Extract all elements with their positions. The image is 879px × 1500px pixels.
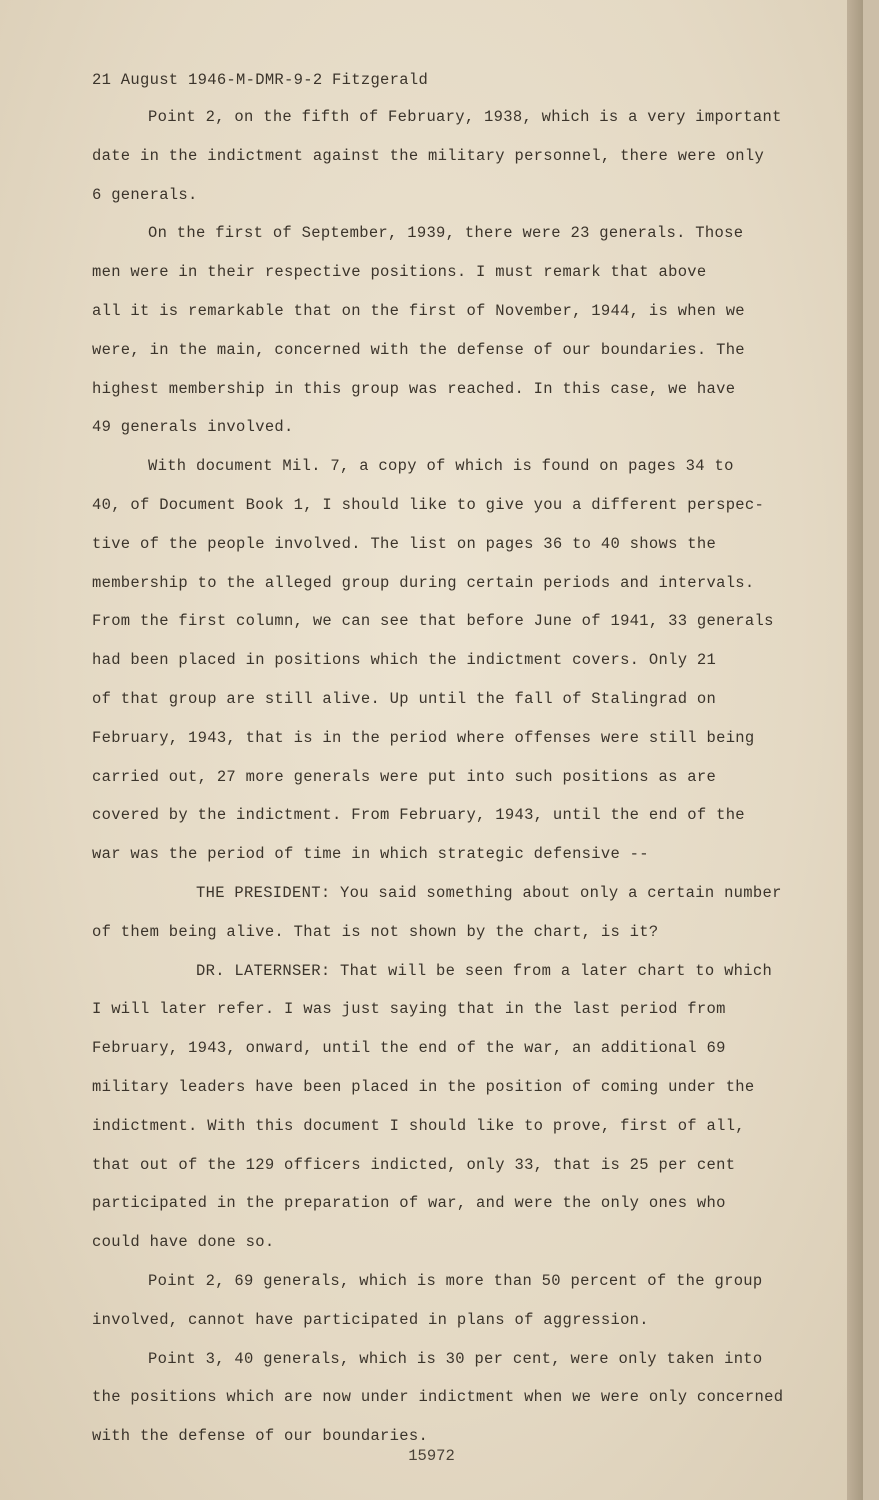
text-line: war was the period of time in which strategic defensive --: [92, 845, 649, 864]
text-line: military leaders have been placed in the position of coming under the: [92, 1077, 755, 1096]
text-line: the positions which are now under indictment when we were only concerned: [92, 1388, 784, 1407]
text-line: indictment. With this document I should like to prove, first of all,: [92, 1116, 745, 1135]
text-line: From the first column, we can see that before June of 1941, 33 generals: [92, 612, 774, 631]
text-line: had been placed in positions which the indictment covers. Only 21: [92, 651, 717, 670]
text-line: With document Mil. 7, a copy of which is found on pages 34 to: [148, 457, 734, 476]
text-line: with the defense of our boundaries.: [92, 1427, 429, 1446]
text-line: involved, cannot have participated in plans of aggression.: [92, 1310, 649, 1329]
page-number: 15972: [408, 1447, 455, 1465]
text-line: membership to the alleged group during certain periods and intervals.: [92, 573, 755, 592]
text-line: February, 1943, that is in the period where offenses were still being: [92, 728, 755, 747]
text-line: 49 generals involved.: [92, 418, 294, 437]
text-line: On the first of September, 1939, there were 23 generals. Those: [148, 224, 744, 243]
page-edge: [847, 0, 863, 1500]
text-line: 40, of Document Book 1, I should like to give you a different perspec-: [92, 495, 765, 514]
text-line: Point 2, on the fifth of February, 1938, which is a very important: [148, 108, 782, 126]
text-line: tive of the people involved. The list on pages 36 to 40 shows the: [92, 534, 717, 553]
text-line: all it is remarkable that on the first of November, 1944, is when we: [92, 301, 745, 320]
text-line: I will later refer. I was just saying that in the last period from: [92, 1000, 726, 1019]
transcript-body: [92, 62, 792, 1456]
text-line: carried out, 27 more generals were put into such positions as are: [92, 767, 717, 786]
text-line: were, in the main, concerned with the defense of our boundaries. The: [92, 340, 745, 359]
text-line: of that group are still alive. Up until the fall of Stalingrad on: [92, 689, 717, 708]
text-line: highest membership in this group was reached. In this case, we have: [92, 379, 736, 398]
text-line: participated in the preparation of war, and were the only ones who: [92, 1194, 726, 1213]
text-line: men were in their respective positions. I must remark that above: [92, 263, 707, 282]
text-line: of them being alive. That is not shown by the chart, is it?: [92, 922, 659, 941]
text-line: Point 2, 69 generals, which is more than 50 percent of the group: [148, 1271, 763, 1290]
text-line: could have done so.: [92, 1233, 275, 1252]
text-line: 6 generals.: [92, 185, 198, 204]
speaker-line: DR. LATERNSER: That will be seen from a later chart to which: [196, 961, 773, 980]
text-line: date in the indictment against the military personnel, there were only: [92, 146, 765, 165]
text-line: February, 1943, onward, until the end of the war, an additional 69: [92, 1039, 726, 1058]
text-line: that out of the 129 officers indicted, only 33, that is 25 per cent: [92, 1155, 736, 1174]
text-line: Point 3, 40 generals, which is 30 per cent, were only taken into: [148, 1349, 763, 1368]
text-line: covered by the indictment. From February, 1943, until the end of the: [92, 806, 745, 825]
document-header: 21 August 1946-M-DMR-9-2 Fitzgerald: [92, 71, 429, 89]
speaker-line: THE PRESIDENT: You said something about only a certain number: [196, 883, 782, 902]
